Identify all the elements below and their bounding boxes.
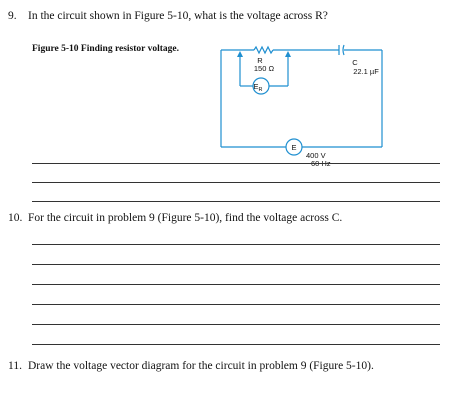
question-text: For the circuit in problem 9 (Figure 5-10), find the voltage across C. (28, 212, 343, 224)
resistor-label: R (257, 56, 263, 65)
question-number: 9. (8, 10, 17, 22)
resistor-symbol (254, 47, 273, 53)
meter-label: $E_R$ (253, 82, 263, 93)
resistor-value: 150 Ω (253, 64, 275, 73)
question-number: 11. (8, 360, 22, 372)
answer-line[interactable] (32, 182, 440, 183)
question-11 (8, 360, 374, 372)
source-frequency: 60 Hz (311, 159, 331, 168)
answer-line[interactable] (32, 244, 440, 245)
answer-line[interactable] (32, 344, 440, 345)
question-text: Draw the voltage vector diagram for the circuit in problem 9 (Figure 5-10). (28, 360, 374, 372)
question-text: In the circuit shown in Figure 5-10, what is the voltage across R? (28, 10, 328, 22)
answer-line[interactable] (32, 284, 440, 285)
capacitor-label: C (352, 58, 358, 67)
capacitor-plate-right (343, 45, 344, 55)
answer-line[interactable] (32, 163, 440, 164)
source-voltage: 400 V (306, 151, 326, 160)
left-probe-arrow (237, 51, 243, 57)
figure-caption: Figure 5-10 Finding resistor voltage. (32, 44, 179, 54)
answer-line[interactable] (32, 324, 440, 325)
answer-line[interactable] (32, 304, 440, 305)
source-label: E (291, 143, 297, 152)
right-probe-arrow (285, 51, 291, 57)
question-10 (8, 212, 342, 224)
answer-line[interactable] (32, 264, 440, 265)
question-number: 10. (8, 212, 23, 224)
answer-line[interactable] (32, 201, 440, 202)
capacitor-value: 22.1 µF (353, 67, 379, 76)
